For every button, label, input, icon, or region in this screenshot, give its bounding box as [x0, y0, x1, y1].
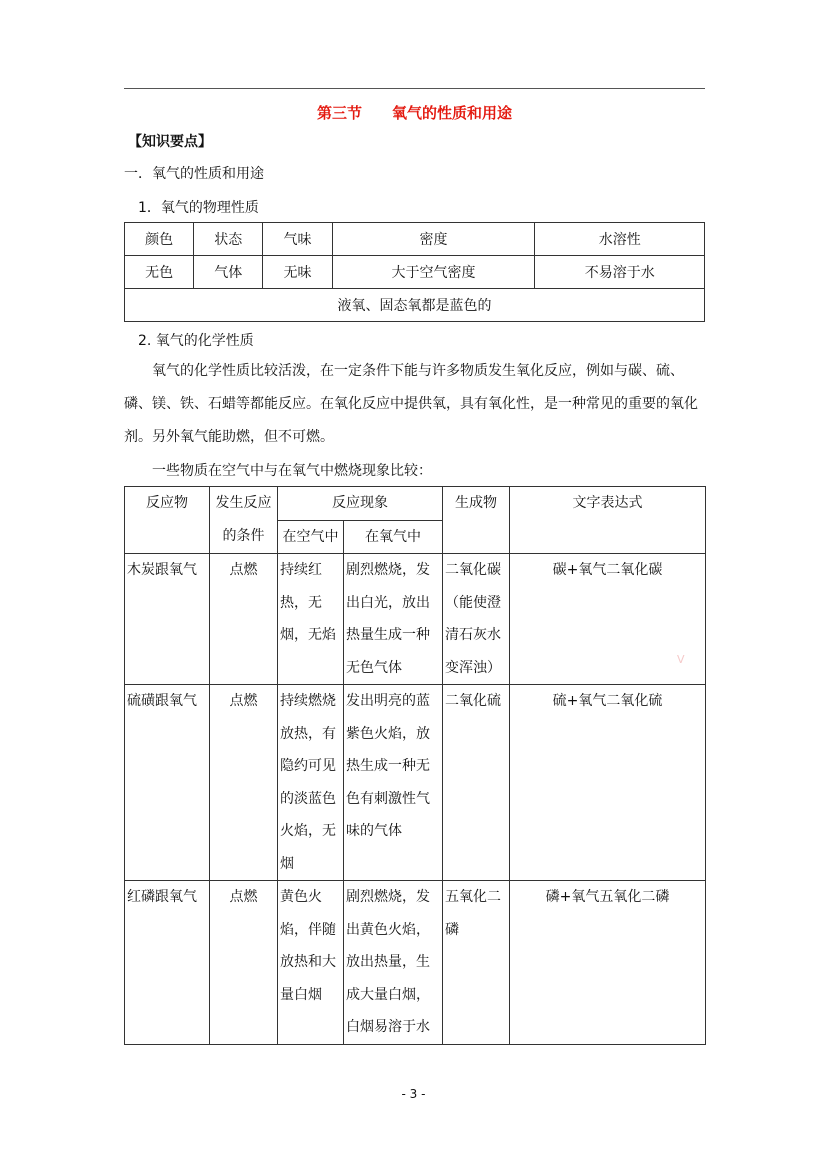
table-note-cell: 液氧、固态氧都是蓝色的: [125, 289, 705, 322]
cell-expression: 硫+氧气二氧化硫: [510, 685, 706, 881]
cell-air: 黄色火焰，伴随放热和大量白烟: [278, 881, 344, 1045]
table-row: [125, 881, 706, 1045]
cell-product: 五氧化二磷: [443, 881, 510, 1045]
table-cell: 状态: [194, 223, 263, 256]
page-number: - 3 -: [401, 1087, 426, 1101]
table-row: [125, 685, 706, 881]
comparison-intro: 一些物质在空气中与在氧气中燃烧现象比较：: [152, 463, 432, 479]
table-cell: 密度: [332, 223, 535, 256]
cell-expression: 磷+氧气五氧化二磷: [510, 881, 706, 1045]
combustion-comparison-table: [124, 486, 706, 1045]
table-header-row: [125, 487, 706, 521]
physical-properties-table: [124, 222, 705, 322]
header-rule: [124, 88, 705, 89]
cell-oxygen: 剧烈燃烧，发出黄色火焰，放出热量，生成大量白烟，白烟易溶于水: [344, 881, 443, 1045]
table-header-row: [125, 223, 705, 256]
table-row: [125, 256, 705, 289]
page-title: 第三节 氧气的性质和用途: [316, 104, 512, 122]
heading-1: 一．氧气的性质和用途: [124, 166, 264, 182]
header-product: 生成物: [443, 487, 510, 554]
watermark-mark: V: [677, 653, 685, 666]
header-phenomenon: 反应现象: [278, 487, 443, 521]
subheading-chemical: 2. 氧气的化学性质: [138, 333, 254, 349]
cell-condition: 点燃: [210, 881, 278, 1045]
header-in-air: 在空气中: [278, 520, 344, 554]
table-cell: 气体: [194, 256, 263, 289]
table-cell: 无味: [263, 256, 332, 289]
cell-reactant: 木炭跟氧气: [125, 554, 210, 685]
cell-condition: 点燃: [210, 554, 278, 685]
header-in-oxygen: 在氧气中: [344, 520, 443, 554]
cell-reactant: 红磷跟氧气: [125, 881, 210, 1045]
table-cell: 气味: [263, 223, 332, 256]
table-cell: 大于空气密度: [332, 256, 535, 289]
header-expression: 文字表达式: [510, 487, 706, 554]
table-cell: 不易溶于水: [535, 256, 705, 289]
cell-expression: 碳+氧气二氧化碳: [510, 554, 706, 685]
table-cell: 无色: [125, 256, 194, 289]
header-condition: 发生反应的条件: [210, 487, 278, 554]
table-row: [125, 289, 705, 322]
cell-air: 持续红热，无烟，无焰: [278, 554, 344, 685]
cell-oxygen: 剧烈燃烧，发出白光，放出热量生成一种无色气体: [344, 554, 443, 685]
subheading-physical: 1．氧气的物理性质: [138, 200, 259, 216]
table-cell: 水溶性: [535, 223, 705, 256]
cell-product: 二氧化硫: [443, 685, 510, 881]
header-reactant: 反应物: [125, 487, 210, 554]
cell-air: 持续燃烧放热，有隐约可见的淡蓝色火焰，无烟: [278, 685, 344, 881]
cell-oxygen: 发出明亮的蓝紫色火焰，放热生成一种无色有刺激性气味的气体: [344, 685, 443, 881]
section-heading: 【知识要点】: [128, 134, 212, 150]
cell-reactant: 硫磺跟氧气: [125, 685, 210, 881]
chemical-paragraph: 氧气的化学性质比较活泼，在一定条件下能与许多物质发生氧化反应，例如与碳、硫、磷、镁、铁、石蜡等都能反应。在氧化反应中提供氧，具有氧化性，是一种常见的重要的氧化剂。另外氧气能助燃，但不可燃。: [124, 363, 698, 445]
cell-condition: 点燃: [210, 685, 278, 881]
cell-product: 二氧化碳（能使澄清石灰水变浑浊）: [443, 554, 510, 685]
table-cell: 颜色: [125, 223, 194, 256]
table-row: [125, 554, 706, 685]
